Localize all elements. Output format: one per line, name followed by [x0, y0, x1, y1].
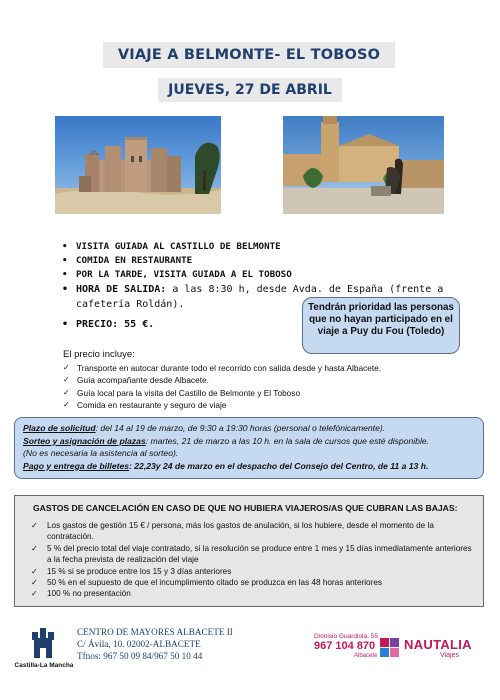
- check-icon: ✓: [63, 375, 70, 385]
- castle-photo: [55, 116, 221, 214]
- cancellation-item: ✓ 100 % no presentación: [31, 589, 131, 599]
- check-icon: ✓: [63, 399, 70, 409]
- program-item: • POR LA TARDE, VISITA GUIADA A EL TOBOSO: [62, 268, 462, 282]
- check-icon: ✓: [31, 566, 38, 576]
- agency-phone: 967 104 870: [314, 640, 376, 652]
- cancellation-box: [14, 495, 484, 607]
- departure-text: a las 8:30 h, desde Avda. de España (frente a cafetería Roldán).: [76, 284, 444, 310]
- cancellation-item: ✓ 5 % del precio total del viaje contratado, si la resolución se produce entre 1 mes y 15 días inmediatamente anteriores a la fecha prevista de realización del viaje: [31, 543, 472, 565]
- center-phones: Tfnos: 967 50 09 84/967 50 10 44: [77, 650, 203, 661]
- check-icon: ✓: [63, 387, 70, 397]
- check-icon: ✓: [31, 589, 38, 599]
- includes-item: ✓ Guía local para la visita del Castillo de Belmonte y El Toboso: [63, 387, 301, 398]
- cancellation-item: ✓ 15 % si se produce entre los 15 y 3 días anteriores: [31, 566, 232, 576]
- includes-item: ✓ Transporte en autocar durante todo el recorrido con salida desde y hasta Albacete.: [63, 363, 382, 373]
- application-period: Plazo de solicitud: del 14 al 19 de marzo, de 9:30 a 19:30 horas (personal o telefónicamente).: [23, 423, 386, 433]
- trip-date: JUEVES, 27 DE ABRIL: [158, 78, 342, 102]
- price-item: • PRECIO: 55 €.: [62, 318, 462, 332]
- agency-brand: NAUTALIA: [404, 637, 472, 652]
- program-item: • VISITA GUIADA AL CASTILLO DE BELMONTE: [62, 240, 462, 254]
- castilla-la-mancha-logo-icon: [20, 624, 66, 664]
- agency-info: [314, 633, 378, 659]
- payment-info: Pago y entrega de billetes: 22,23y 24 de marzo en el despacho del Consejo del Centro, de 11 a 13 h.: [23, 460, 429, 471]
- program-item: • COMIDA EN RESTAURANTE: [62, 254, 462, 268]
- agency-address: Dionisio Guardiola, 55: [314, 633, 378, 640]
- check-icon: ✓: [31, 578, 38, 588]
- logo-text: Castilla-La Mancha: [14, 662, 74, 669]
- cancellation-item: ✓ Los gastos de gestión 15 € / persona, más los gastos de anulación, si los hubiere, desde el momento de la contratación.: [31, 521, 434, 542]
- check-icon: ✓: [31, 521, 38, 530]
- priority-note: Tendrán prioridad las personas que no hayan participado en el viaje a Puy du Fou (Toledo): [302, 297, 460, 354]
- draw-note: (No es necesaria la asistencia al sorteo).: [23, 448, 179, 459]
- includes-item: ✓ Guía acompañante desde Albacete.: [63, 375, 209, 386]
- cancellation-list: [31, 520, 473, 600]
- includes-list: [63, 362, 443, 411]
- agency-city: Albacete: [354, 653, 378, 659]
- center-info: [77, 627, 233, 662]
- center-address: C/ Ávila, 10. 02002-ALBACETE: [77, 638, 201, 649]
- cancellation-item: ✓ 50 % en el supuesto de que el incumplimiento citado se produzca en las 48 horas anteriores: [31, 578, 382, 588]
- draw-info: Sorteo y asignación de plazas: martes, 21 de marzo a las 10 h. en la sala de cursos que esté disponible.: [23, 435, 430, 446]
- cancellation-title: GASTOS DE CANCELACIÓN EN CASO DE QUE NO HUBIERA VIAJEROS/AS QUE CUBRAN LAS BAJAS:: [33, 503, 458, 513]
- check-icon: ✓: [31, 543, 38, 553]
- check-icon: ✓: [63, 363, 70, 372]
- includes-item: ✓ Comida en restaurante y seguro de viaje: [63, 399, 227, 410]
- schedule-box: [14, 417, 484, 479]
- includes-title: El precio incluye:: [63, 349, 135, 360]
- agency-brand-sub: Viajes: [440, 652, 459, 659]
- village-square-photo: [283, 116, 444, 214]
- departure-label: HORA DE SALIDA:: [76, 284, 167, 295]
- page-title: VIAJE A BELMONTE- EL TOBOSO: [103, 42, 395, 68]
- center-name: CENTRO DE MAYORES ALBACETE II: [77, 627, 233, 637]
